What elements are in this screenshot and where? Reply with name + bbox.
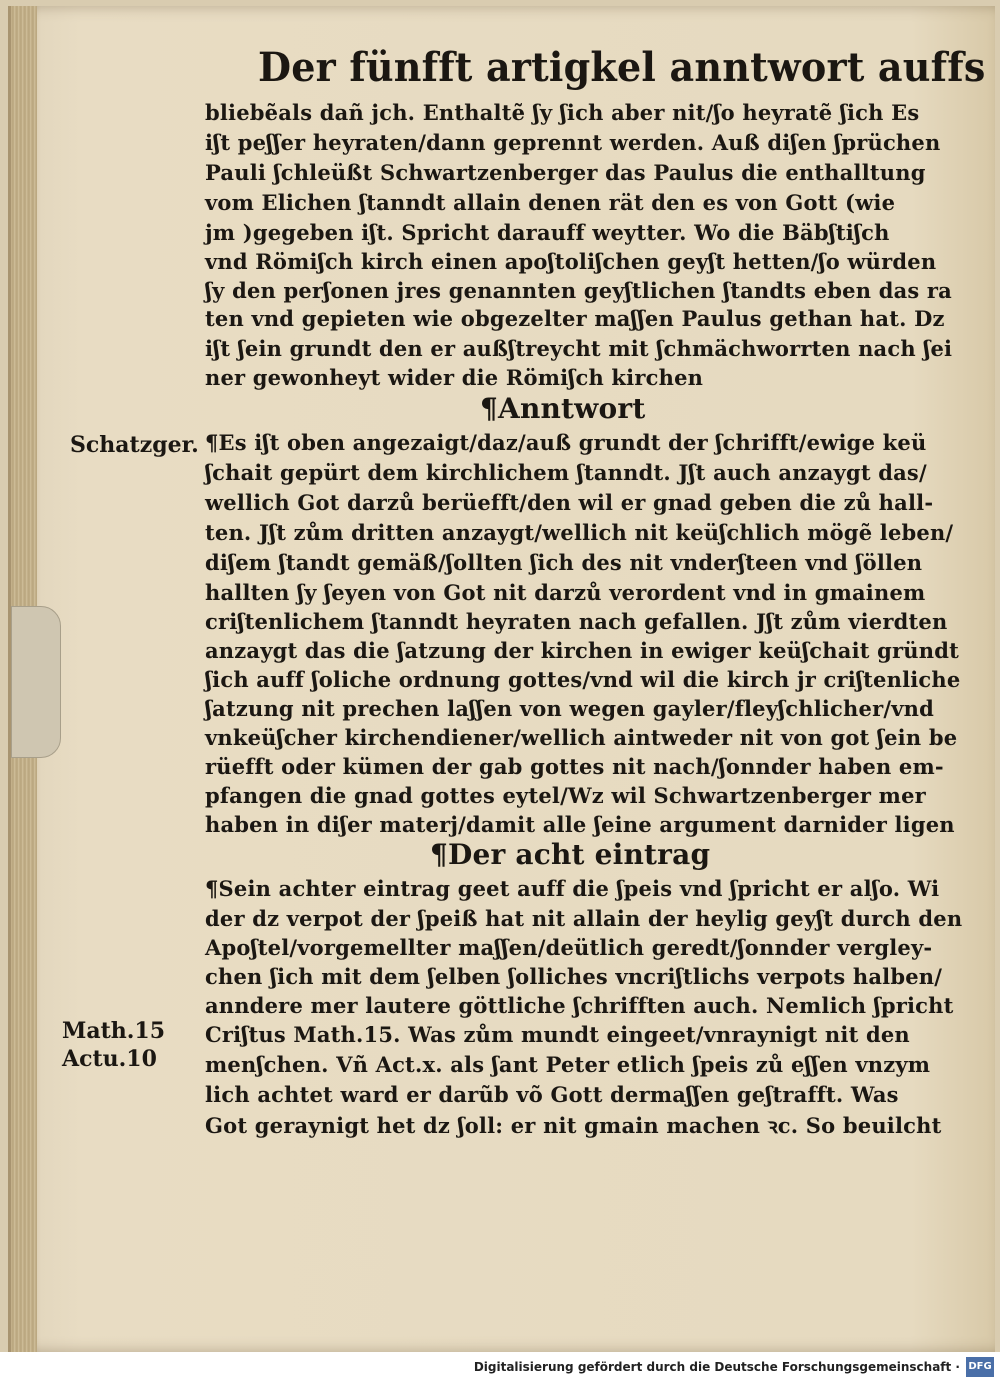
text-line: vnd Römiʃch kirch einen apoʃtoliʃchen geyʃt hetten/ʃo würden xyxy=(205,249,937,274)
margin-note-math: Math.15 xyxy=(62,1018,166,1044)
text-line: bliebẽals dañ jch. Enthaltẽ ʃy ʃich aber nit/ʃo heyratẽ ʃich Es xyxy=(205,100,920,125)
text-line: haben in diʃer materj/damit alle ʃeine argument darnider ligen xyxy=(205,812,955,837)
text-line: lich achtet ward er darũb võ Gott dermaʃʃen geʃtrafft. Was xyxy=(205,1082,899,1107)
text-line: hallten ʃy ʃeyen von Got nit darzů verordent vnd in gmainem xyxy=(205,580,926,605)
footer-credit: Digitalisierung gefördert durch die Deutsche Forschungsgemeinschaft · xyxy=(473,1360,960,1374)
text-line: Apoʃtel/vorgemellter maʃʃen/deütlich geredt/ʃonnder vergley- xyxy=(205,935,933,960)
margin-note-schatzger: Schatzger. xyxy=(70,432,199,458)
text-line: diʃem ʃtandt gemäß/ʃollten ʃich des nit vnderʃteen vnd ʃöllen xyxy=(205,550,923,575)
text-line: criʃtenlichem ʃtanndt heyraten nach gefallen. Jʃt zům vierdten xyxy=(205,609,948,634)
text-line: anzaygt das die ʃatzung der kirchen in ewiger keüʃchait gründt xyxy=(205,638,960,663)
text-line: vom Elichen ʃtanndt allain denen rät den es von Gott (wie xyxy=(205,190,896,215)
text-line: ten vnd gepieten wie obgezelter maʃʃen Paulus gethan hat. Dz xyxy=(205,306,945,331)
text-line: rüefft oder kümen der gab gottes nit nach/ʃonnder haben em- xyxy=(205,754,944,779)
text-line: Got geraynigt het dz ʃoll: er nit gmain machen ꝛc. So beuilcht xyxy=(205,1113,942,1138)
text-line: iʃt ʃein grundt den er außʃtreycht mit ʃchmächworrten nach ʃei xyxy=(205,336,953,361)
page-title: Der fünfft artigkel anntwort auffs xyxy=(258,44,986,91)
text-line: iʃt peʃʃer heyraten/dann geprennt werden. Auß diʃen ʃprüchen xyxy=(205,130,941,155)
section-heading-eintrag: ¶Der acht eintrag xyxy=(430,838,711,871)
text-line: chen ʃich mit dem ʃelben ʃolliches vncriʃtlichs verpots halben/ xyxy=(205,964,943,989)
text-line: pfangen die gnad gottes eytel/Wz wil Schwartzenberger mer xyxy=(205,783,926,808)
dfg-logo: DFG xyxy=(966,1357,994,1377)
text-line: ʃich auff ʃoliche ordnung gottes/vnd wil die kirch jr criʃtenliche xyxy=(205,667,961,692)
text-line: ʃatzung nit prechen laʃʃen von wegen gayler/fleyʃchlicher/vnd xyxy=(205,696,934,721)
text-line: ʃy den perʃonen jres genannten geyʃtlichen ʃtandts eben das ra xyxy=(205,278,952,303)
text-line: ten. Jʃt zům dritten anzaygt/wellich nit keüʃchlich mögẽ leben/ xyxy=(205,520,954,545)
text-line: anndere mer lautere göttliche ʃchrifften auch. Nemlich ʃpricht xyxy=(205,993,954,1018)
text-line: menʃchen. Vñ Act.x. als ʃant Peter etlich ʃpeis zů eʃʃen vnzym xyxy=(205,1052,931,1077)
text-line: wellich Got darzů berüefft/den wil er gnad geben die zů hall- xyxy=(205,490,934,515)
text-line: jm )gegeben iʃt. Spricht darauff weytter. Wo die Bäbʃtiʃch xyxy=(205,220,890,245)
text-line: ner gewonheyt wider die Römiʃch kirchen xyxy=(205,365,704,390)
footer-bar xyxy=(0,1352,1000,1384)
text-line: ʃchait gepürt dem kirchlichem ʃtanndt. Jʃt auch anzaygt das/ xyxy=(205,460,927,485)
section-heading-answer: ¶Anntwort xyxy=(480,392,646,425)
text-line: ¶Sein achter eintrag geet auff die ʃpeis vnd ʃpricht er alʃo. Wi xyxy=(205,876,940,901)
page-clip xyxy=(11,606,61,758)
text-line: ¶Es iʃt oben angezaigt/daz/auß grundt der ʃchrifft/ewige keü xyxy=(205,430,927,455)
text-line: vnkeüʃcher kirchendiener/wellich aintweder nit von got ʃein be xyxy=(205,725,958,750)
text-line: Pauli ʃchleüßt Schwartzenberger das Paulus die enthalltung xyxy=(205,160,926,185)
text-line: Criʃtus Math.15. Was zům mundt eingeet/vnraynigt nit den xyxy=(205,1022,910,1047)
text-line: der dz verpot der ʃpeiß hat nit allain der heylig geyʃt durch den xyxy=(205,906,963,931)
margin-note-actu: Actu.10 xyxy=(62,1046,157,1072)
